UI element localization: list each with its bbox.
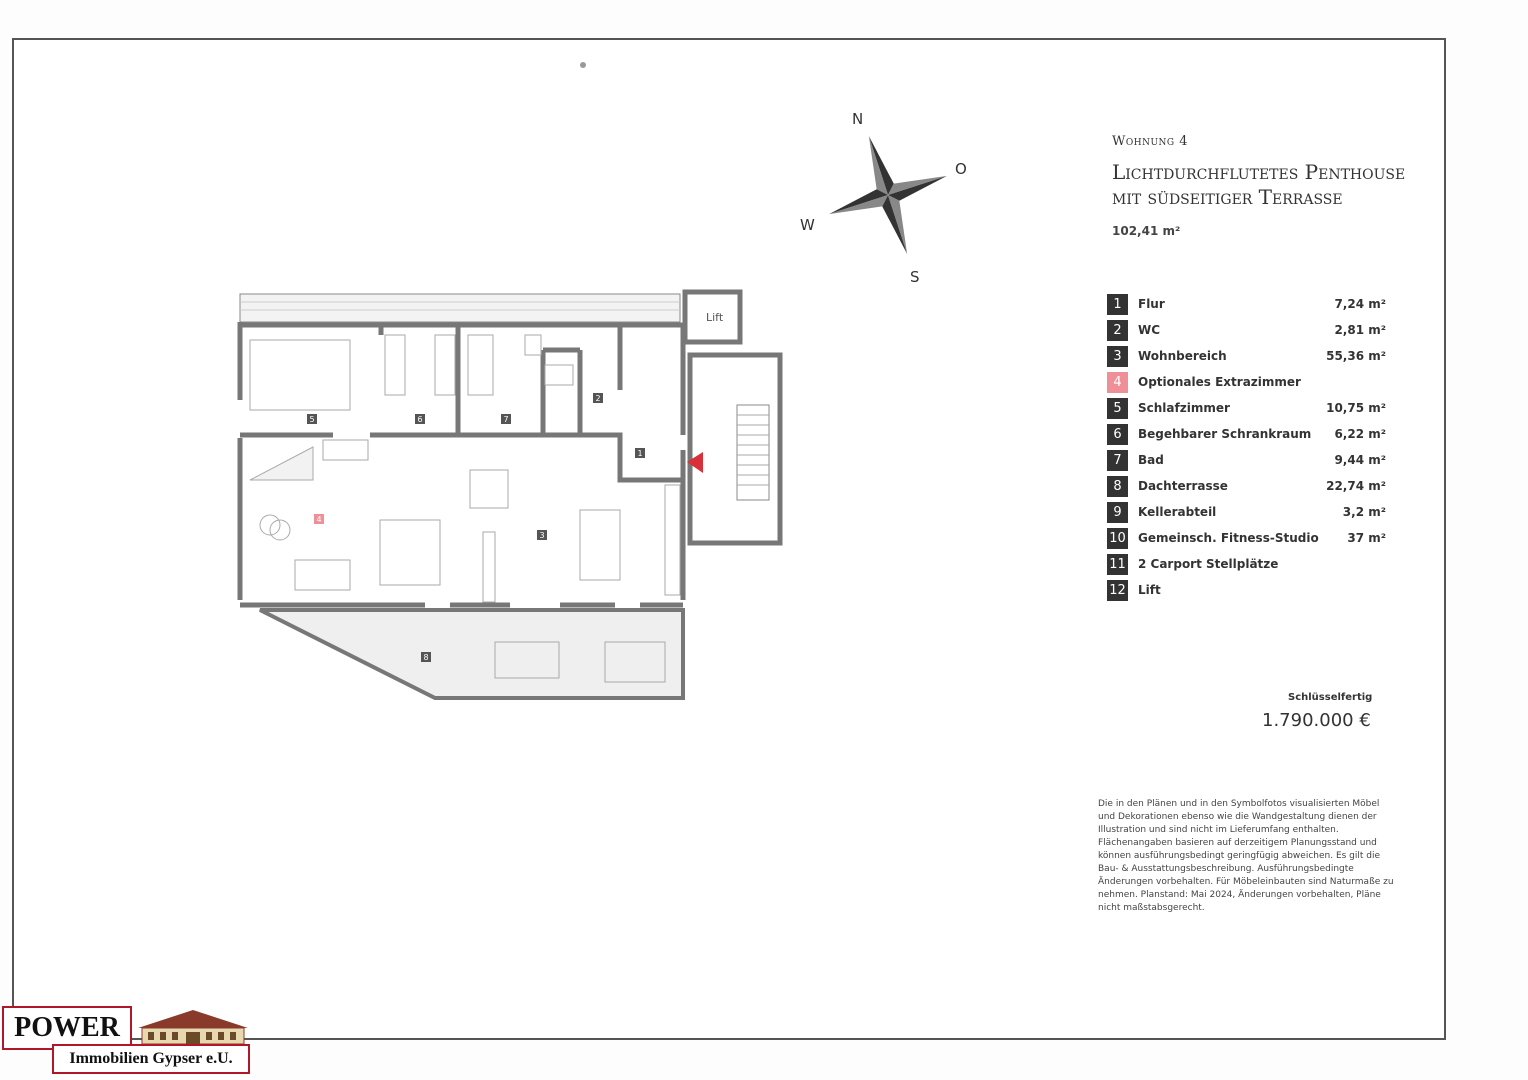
room-label: 2 Carport Stellplätze xyxy=(1138,557,1279,571)
list-item xyxy=(1107,526,1392,552)
compass-s: S xyxy=(910,268,920,286)
room-number: 6 xyxy=(1107,424,1128,445)
room-number: 9 xyxy=(1107,502,1128,523)
room-area: 3,2 m² xyxy=(1342,505,1386,519)
compass-n: N xyxy=(852,110,864,128)
list-item xyxy=(1107,370,1392,396)
company-logo xyxy=(2,1004,252,1078)
title-line-1: Lichtdurchflutetes Penthouse xyxy=(1112,160,1406,184)
room-area: 55,36 m² xyxy=(1326,349,1386,363)
room-label: Optionales Extrazimmer xyxy=(1138,375,1301,389)
room-label: Wohnbereich xyxy=(1138,349,1227,363)
lift-label: Lift xyxy=(706,311,724,324)
room-number: 11 xyxy=(1107,554,1128,575)
room-label: WC xyxy=(1138,323,1161,337)
logo-company: Immobilien Gypser e.U. xyxy=(52,1044,250,1074)
list-item xyxy=(1107,396,1392,422)
room-number: 1 xyxy=(1107,294,1128,315)
room-number: 4 xyxy=(1107,372,1128,393)
compass-w: W xyxy=(800,216,815,234)
room-area: 6,22 m² xyxy=(1334,427,1386,441)
price-label: Schlüsselfertig xyxy=(1288,692,1373,703)
compass-o: O xyxy=(955,160,967,178)
list-item xyxy=(1107,422,1392,448)
room-label: Gemeinsch. Fitness-Studio xyxy=(1138,531,1319,545)
room-label: Schlafzimmer xyxy=(1138,401,1230,415)
room-number: 8 xyxy=(1107,476,1128,497)
room-number: 5 xyxy=(1107,398,1128,419)
scan-dot xyxy=(580,62,586,68)
tag-room-7: 7 xyxy=(503,415,509,424)
tag-room-1: 1 xyxy=(637,449,643,458)
total-area: 102,41 m² xyxy=(1112,224,1181,238)
page-title xyxy=(1112,160,1452,210)
price-value: 1.790.000 € xyxy=(1262,710,1371,731)
list-item xyxy=(1107,318,1392,344)
room-area: 10,75 m² xyxy=(1326,401,1386,415)
room-label: Bad xyxy=(1138,453,1164,467)
apartment-number: Wohnung 4 xyxy=(1112,134,1189,149)
room-area: 2,81 m² xyxy=(1334,323,1386,337)
room-area: 37 m² xyxy=(1347,531,1386,545)
list-item xyxy=(1107,500,1392,526)
list-item xyxy=(1107,448,1392,474)
list-item xyxy=(1107,474,1392,500)
list-item xyxy=(1107,292,1392,318)
tag-room-8: 8 xyxy=(423,653,429,662)
tag-room-2: 2 xyxy=(595,394,601,403)
list-item xyxy=(1107,578,1392,604)
room-label: Begehbarer Schrankraum xyxy=(1138,427,1312,441)
room-number: 10 xyxy=(1107,528,1128,549)
floor-plan-drawing xyxy=(225,280,795,720)
title-line-2: mit südseitiger Terrasse xyxy=(1112,185,1343,209)
room-label: Flur xyxy=(1138,297,1165,311)
room-list xyxy=(1107,292,1392,604)
tag-room-4: 4 xyxy=(316,515,322,524)
room-label: Kellerabteil xyxy=(1138,505,1217,519)
room-label: Dachterrasse xyxy=(1138,479,1228,493)
room-number: 12 xyxy=(1107,580,1128,601)
compass-rose-icon xyxy=(790,100,990,300)
room-number: 2 xyxy=(1107,320,1128,341)
list-item xyxy=(1107,552,1392,578)
logo-brand: POWER xyxy=(2,1006,132,1050)
tag-room-6: 6 xyxy=(417,415,423,424)
room-area: 9,44 m² xyxy=(1334,453,1386,467)
room-area: 7,24 m² xyxy=(1334,297,1386,311)
room-area: 22,74 m² xyxy=(1326,479,1386,493)
list-item xyxy=(1107,344,1392,370)
room-number: 7 xyxy=(1107,450,1128,471)
room-number: 3 xyxy=(1107,346,1128,367)
room-label: Lift xyxy=(1138,583,1161,597)
house-icon xyxy=(134,1006,252,1046)
tag-room-5: 5 xyxy=(309,415,315,424)
disclaimer-text: Die in den Plänen und in den Symbolfotos visualisierten Möbel und Dekorationen ebenso wie die Wandgestaltung dienen der Illustration und sind nicht im Lieferumfang enthalten. Flächenangaben basieren auf derzeitigem Planungsstand und können ausführungsbedingt geringfügig abweichen. Es gilt die Bau- & Ausstattungsbeschreibung. Ausführungsbedingte Änderungen vorbehalten. Für Möbeleinbauten sind Naturmaße zu nehmen. Planstand: Mai 2024, Änderungen vorbehalten, Pläne nicht maßstabsgerecht. xyxy=(1098,799,1394,913)
tag-room-3: 3 xyxy=(539,531,545,540)
